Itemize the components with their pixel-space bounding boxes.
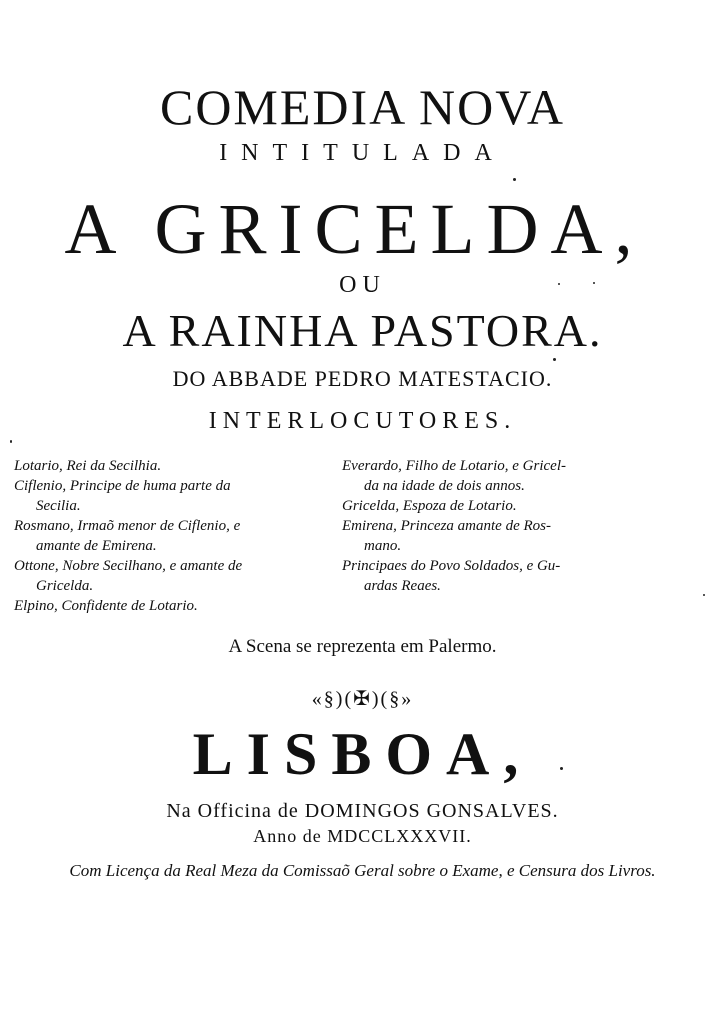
title-line-intitulada: INTITULADA [219,140,506,166]
imprint-year: Anno de MDCCLXXXVII. [253,826,472,846]
title-line-comedia-nova: COMEDIA NOVA [159,79,566,135]
author-line: DO ABBADE PEDRO MATESTACIO. [172,366,553,391]
character-entry: Everardo, Filho de Lotario, e Gricel- [342,458,566,474]
printer-ornament-icon: «§)(✠)(§» [311,688,414,710]
characters-left-column [14,456,334,616]
character-entry-continued: Secilia. [36,498,81,514]
imprint-city: LISBOA, [192,721,533,787]
interlocutores-heading: INTERLOCUTORES. [208,408,517,434]
ink-speck [593,282,595,284]
title-line-ou: OU [339,272,386,298]
imprint-printer: Na Officina de DOMINGOS GONSALVES. [166,800,559,822]
character-entry-continued: da na idade de dois annos. [364,478,525,494]
ink-speck [553,358,556,361]
character-entry: Lotario, Rei da Secilhia. [14,458,162,474]
character-entry-continued: amante de Emirena. [36,538,157,554]
character-entry-continued: ardas Reaes. [364,578,441,594]
character-entry-continued: mano. [364,538,402,554]
ink-speck [560,767,563,770]
ink-speck [558,283,560,285]
characters-right-column [342,456,662,596]
title-line-gricelda: A GRICELDA, [64,189,645,269]
character-entry: Principaes do Povo Soldados, e Gu- [342,558,561,574]
ink-speck [10,440,12,443]
character-entry: Ciflenio, Principe de huma parte da [14,478,231,494]
character-entry: Emirena, Princeza amante de Ros- [342,518,551,534]
ink-speck [703,594,705,596]
character-entry-continued: Gricelda. [36,578,94,594]
character-entry: Ottone, Nobre Secilhano, e amante de [14,558,243,574]
ink-speck [513,178,516,181]
license-statement: Com Licença da Real Meza da Comissaõ Geral sobre o Exame, e Censura dos Livros. [69,861,656,880]
scene-note: A Scena se reprezenta em Palermo. [228,636,497,657]
character-entry: Gricelda, Espoza de Lotario. [342,498,517,514]
character-entry: Elpino, Confidente de Lotario. [14,598,198,614]
character-entry: Rosmano, Irmaõ menor de Ciflenio, e [14,518,241,534]
title-line-rainha-pastora: A RAINHA PASTORA. [122,305,603,356]
